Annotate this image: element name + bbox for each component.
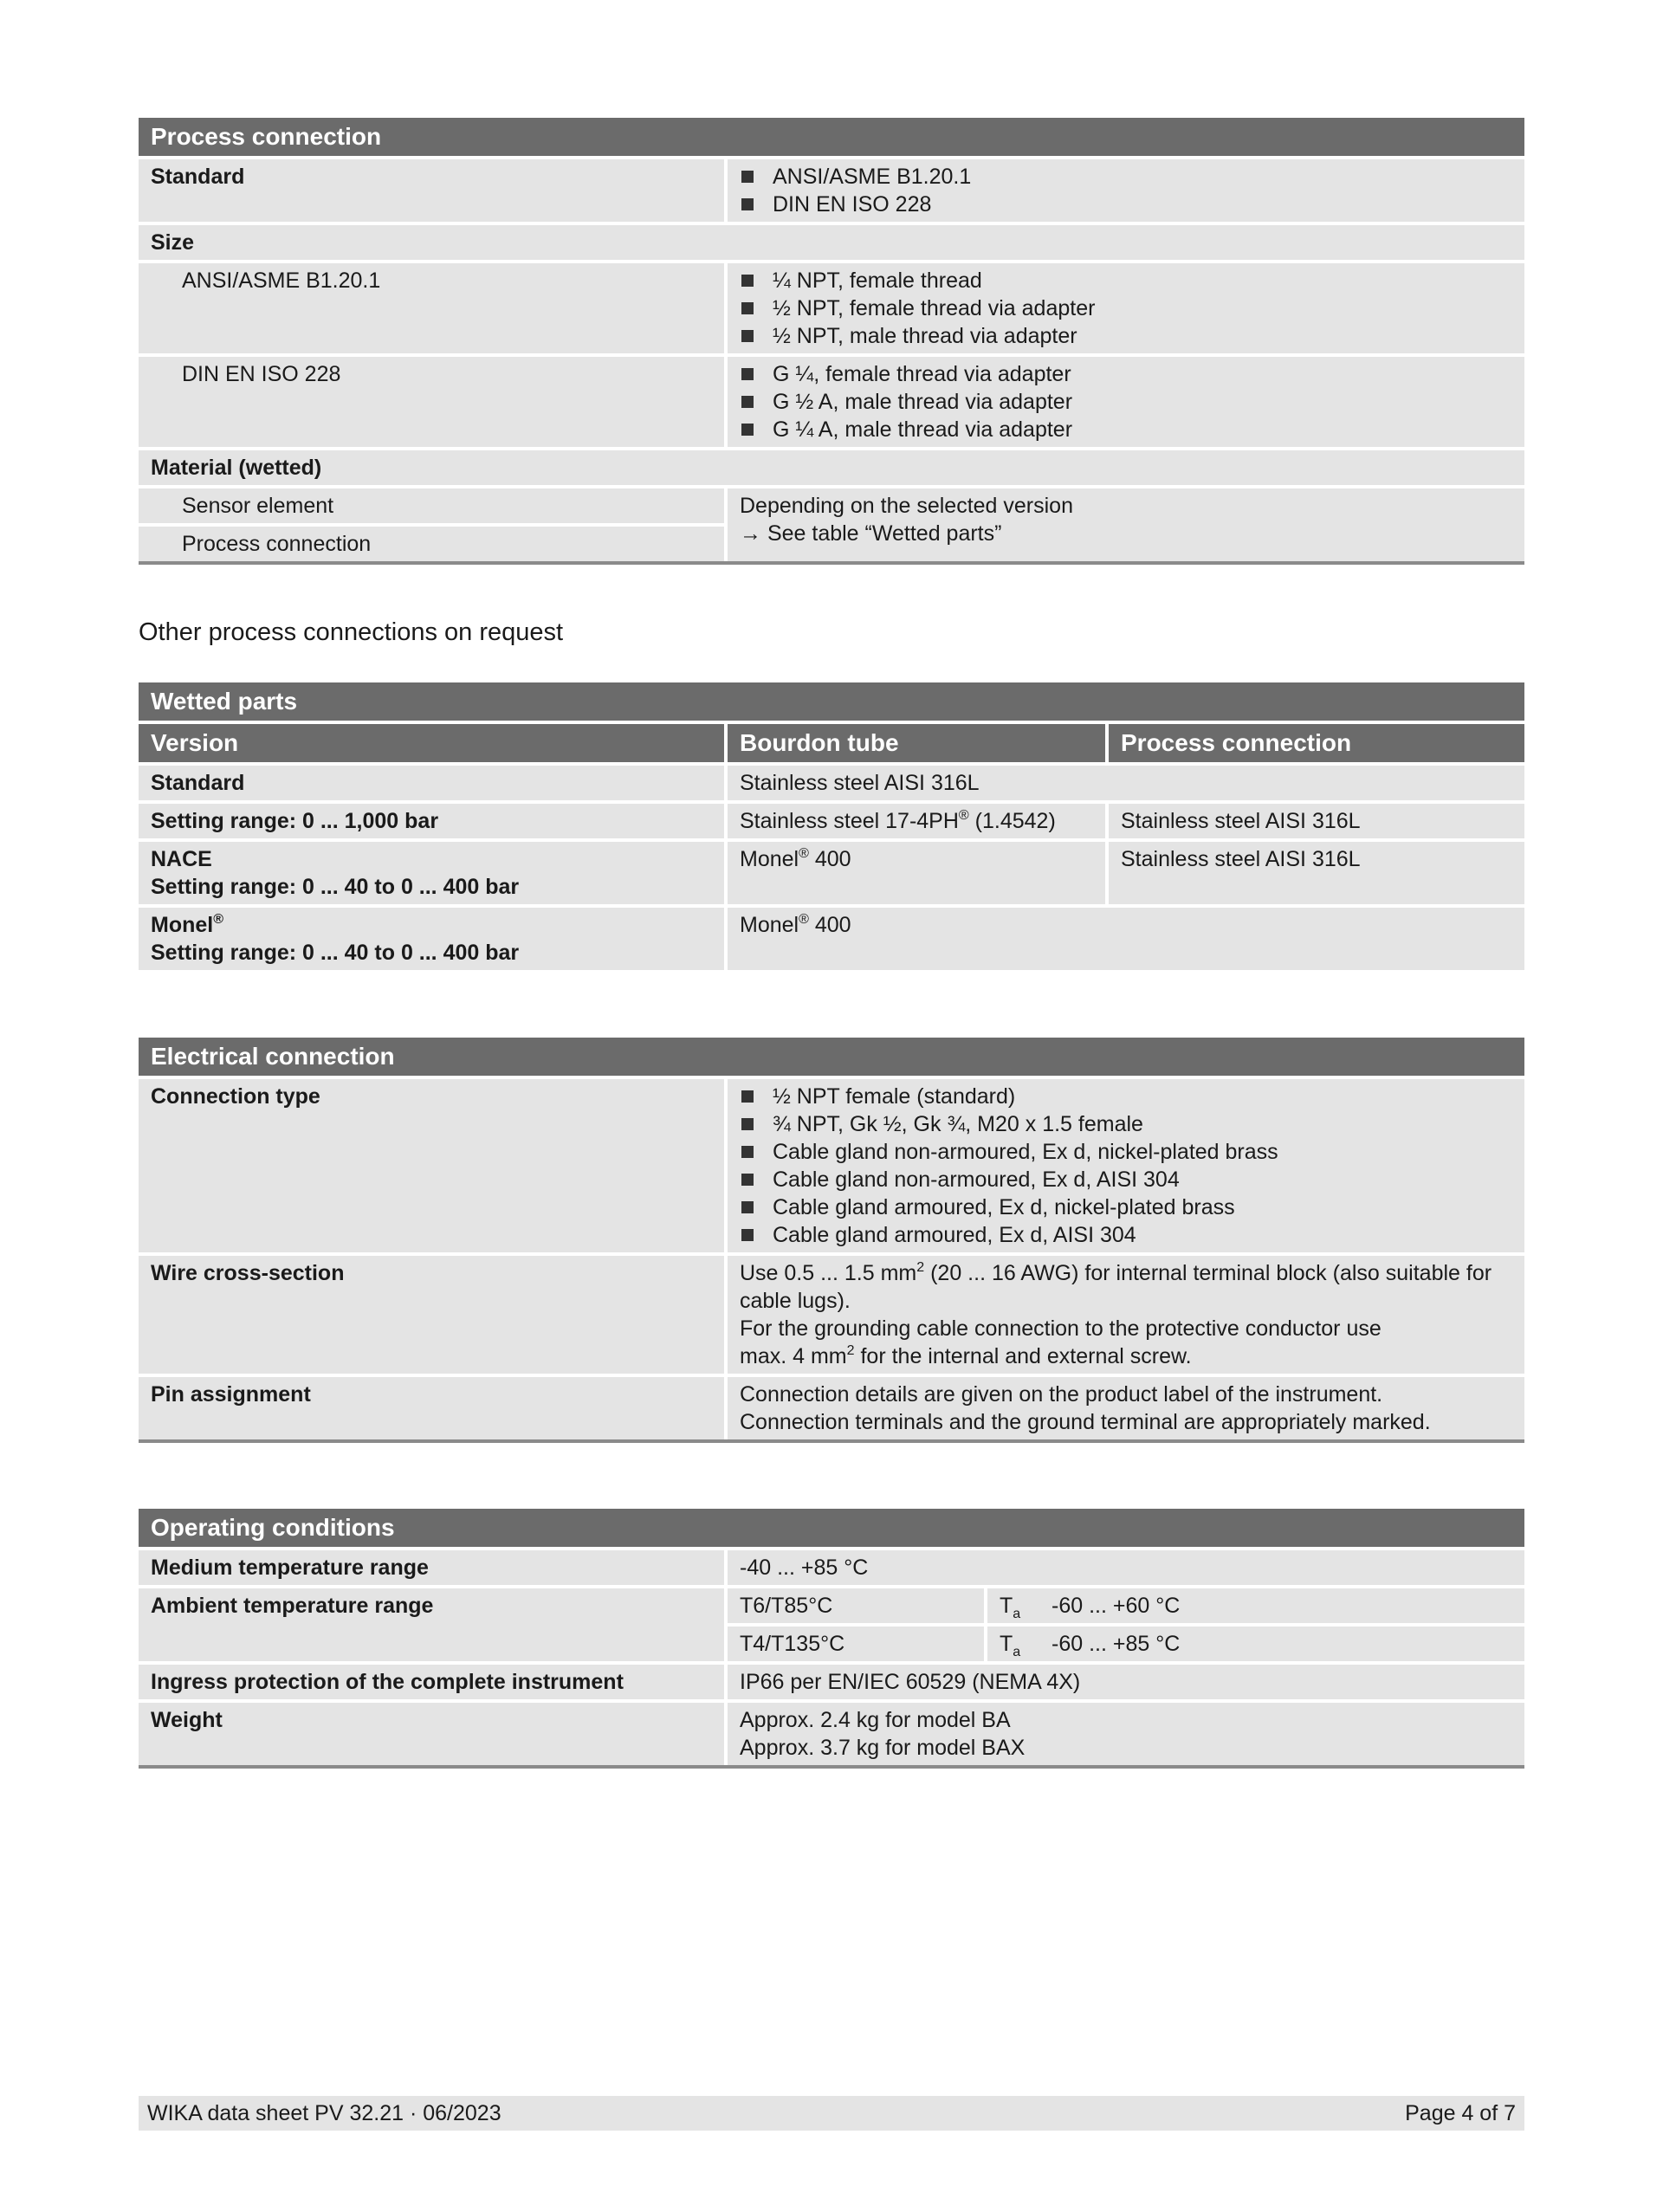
cell-version (139, 908, 724, 970)
cell-bourdon-tube (728, 908, 1524, 970)
list-item: ½ NPT female (standard) (773, 1084, 1016, 1109)
wire-line (740, 1342, 1512, 1370)
material-value (728, 488, 1524, 561)
material-sub-labels (139, 488, 724, 561)
wire-text: for the internal and external screw. (854, 1344, 1192, 1368)
pin-line: Connection terminals and the ground terminal are appropriately marked. (740, 1410, 1431, 1434)
list-item: ¾ NPT, Gk ½, Gk ¾, M20 x 1.5 female (773, 1112, 1143, 1136)
row-label-sensor-element: Sensor element (139, 488, 724, 523)
cell-version: Setting range: 0 ... 1,000 bar (139, 804, 724, 838)
operating-conditions-table (139, 1509, 1524, 1769)
standard-list (728, 159, 1524, 222)
row-label-pin-assignment: Pin assignment (139, 1377, 724, 1439)
row-label-weight: Weight (139, 1703, 724, 1765)
squared-mark: 2 (846, 1343, 855, 1358)
din-size-list (728, 357, 1524, 447)
bullet-icon (741, 1118, 754, 1130)
bullet-icon (741, 1146, 754, 1158)
material-value-line: Depending on the selected version (740, 494, 1073, 518)
section-title: Electrical connection (139, 1038, 1524, 1076)
weight-line: Approx. 2.4 kg for model BA (740, 1708, 1011, 1732)
section-title: Process connection (139, 118, 1524, 156)
ambient-temperature-values (728, 1588, 1524, 1661)
section-title: Wetted parts (139, 682, 1524, 721)
list-item: G ¼, female thread via adapter (773, 362, 1071, 386)
row-label-standard: Standard (139, 159, 724, 222)
pin-assignment-value (728, 1377, 1524, 1439)
cell-bourdon-tube (728, 804, 1105, 838)
list-item: G ¼ A, male thread via adapter (773, 417, 1073, 442)
bullet-icon (741, 1090, 754, 1103)
version-setting-range: Setting range: 0 ... 40 to 0 ... 400 bar (151, 875, 520, 899)
bullet-icon (741, 396, 754, 408)
list-item: Cable gland armoured, Ex d, nickel-plated brass (773, 1195, 1235, 1219)
wire-text: (20 ... 16 AWG) for internal terminal block (also suitable for (924, 1261, 1492, 1285)
section-title: Operating conditions (139, 1509, 1524, 1547)
bullet-icon (741, 302, 754, 314)
weight-line: Approx. 3.7 kg for model BAX (740, 1736, 1026, 1760)
table-row (139, 766, 1524, 800)
wire-cross-section-value (728, 1256, 1524, 1374)
bullet-icon (741, 1201, 754, 1213)
note-text: Other process connections on request (139, 618, 564, 646)
squared-mark: 2 (916, 1260, 925, 1275)
material-suffix: 400 (808, 847, 851, 871)
version-setting-range: Setting range: 0 ... 40 to 0 ... 400 bar (151, 941, 520, 965)
wire-text: Use 0.5 ... 1.5 mm (740, 1261, 917, 1285)
bullet-icon (741, 330, 754, 342)
registered-mark: ® (213, 912, 224, 927)
cell-version (139, 842, 724, 904)
material-suffix: 400 (808, 913, 851, 937)
table-end-rule (139, 1439, 1524, 1443)
pin-line: Connection details are given on the product label of the instrument. (740, 1382, 1383, 1407)
footer-doc-id: WIKA data sheet PV 32.21 · 06/2023 (147, 2100, 501, 2125)
header-version: Version (139, 724, 724, 762)
cell-version: Standard (139, 766, 724, 800)
row-label-medium-temperature: Medium temperature range (139, 1550, 724, 1585)
row-label-ingress-protection: Ingress protection of the complete instrument (139, 1665, 724, 1699)
temperature-class: T6/T85°C (728, 1588, 984, 1623)
list-item: Cable gland armoured, Ex d, AISI 304 (773, 1223, 1136, 1247)
table-row (139, 804, 1524, 838)
ansi-size-list (728, 263, 1524, 353)
data-sheet-page (139, 118, 1524, 1769)
weight-value (728, 1703, 1524, 1765)
cell-process-connection: Stainless steel AISI 316L (1109, 842, 1524, 904)
ta-symbol (1000, 1630, 1052, 1658)
ta-symbol (1000, 1592, 1052, 1620)
material-name: Monel (740, 847, 799, 871)
version-name: NACE (151, 847, 212, 871)
cell-process-connection: Stainless steel AISI 316L (1109, 804, 1524, 838)
row-label-wire-cross-section: Wire cross-section (139, 1256, 724, 1374)
version-name-text: Monel (151, 913, 214, 937)
row-label-connection-type: Connection type (139, 1079, 724, 1252)
process-connection-table (139, 118, 1524, 565)
footer-page-number: Page 4 of 7 (1405, 2100, 1516, 2125)
row-label-process-connection: Process connection (139, 527, 724, 561)
header-process-connection: Process connection (1109, 724, 1524, 762)
electrical-connection-table (139, 1038, 1524, 1443)
ambient-range (987, 1627, 1524, 1661)
connection-type-list (728, 1079, 1524, 1252)
table-row (139, 908, 1524, 970)
row-label-din: DIN EN ISO 228 (139, 357, 724, 447)
table-end-rule (139, 1765, 1524, 1769)
row-label-ansi: ANSI/ASME B1.20.1 (139, 263, 724, 353)
material-value-link: → See table “Wetted parts” (740, 521, 1002, 546)
wire-line: cable lugs). (740, 1289, 851, 1313)
row-label-size: Size (139, 225, 1524, 260)
row-label-ambient-temperature: Ambient temperature range (139, 1588, 724, 1661)
table-end-rule (139, 561, 1524, 565)
wire-text: max. 4 mm (740, 1344, 847, 1368)
list-item: ½ NPT, male thread via adapter (773, 324, 1077, 348)
ta-sub: a (1013, 1645, 1021, 1659)
material-suffix: (1.4542) (968, 809, 1056, 833)
wetted-parts-table (139, 682, 1524, 970)
table-header-row (139, 724, 1524, 762)
ambient-range-text: -60 ... +60 °C (1052, 1594, 1181, 1618)
cell-bourdon-tube (728, 842, 1105, 904)
version-name (151, 911, 712, 939)
bullet-icon (741, 198, 754, 210)
list-item: G ½ A, male thread via adapter (773, 390, 1073, 414)
ingress-protection-value: IP66 per EN/IEC 60529 (NEMA 4X) (728, 1665, 1524, 1699)
bullet-icon (741, 275, 754, 287)
wire-line: For the grounding cable connection to the protective conductor use (740, 1316, 1382, 1341)
cell-bourdon-tube: Stainless steel AISI 316L (728, 766, 1524, 800)
wire-line (740, 1259, 1512, 1287)
material-name: Stainless steel 17-4PH (740, 809, 959, 833)
bullet-icon (741, 1174, 754, 1186)
list-item: Cable gland non-armoured, Ex d, AISI 304 (773, 1167, 1180, 1192)
registered-mark: ® (799, 912, 809, 927)
bullet-icon (741, 1229, 754, 1241)
list-item: ANSI/ASME B1.20.1 (773, 165, 972, 189)
bullet-icon (741, 424, 754, 436)
bullet-icon (741, 368, 754, 380)
list-item: ½ NPT, female thread via adapter (773, 296, 1096, 320)
list-item: ¼ NPT, female thread (773, 268, 982, 293)
temperature-class: T4/T135°C (728, 1627, 984, 1661)
registered-mark: ® (958, 808, 969, 823)
header-bourdon-tube: Bourdon tube (728, 724, 1105, 762)
ambient-range (987, 1588, 1524, 1623)
material-name: Monel (740, 913, 799, 937)
list-item: DIN EN ISO 228 (773, 192, 932, 217)
registered-mark: ® (799, 846, 809, 861)
ambient-range-text: -60 ... +85 °C (1052, 1632, 1181, 1656)
ta-t: T (1000, 1594, 1013, 1618)
list-item: Cable gland non-armoured, Ex d, nickel-plated brass (773, 1140, 1278, 1164)
ta-sub: a (1013, 1607, 1021, 1621)
page-footer (139, 2096, 1524, 2131)
ta-t: T (1000, 1632, 1013, 1656)
medium-temperature-value: -40 ... +85 °C (728, 1550, 1524, 1585)
bullet-icon (741, 171, 754, 183)
table-row (139, 842, 1524, 904)
row-label-material: Material (wetted) (139, 450, 1524, 485)
